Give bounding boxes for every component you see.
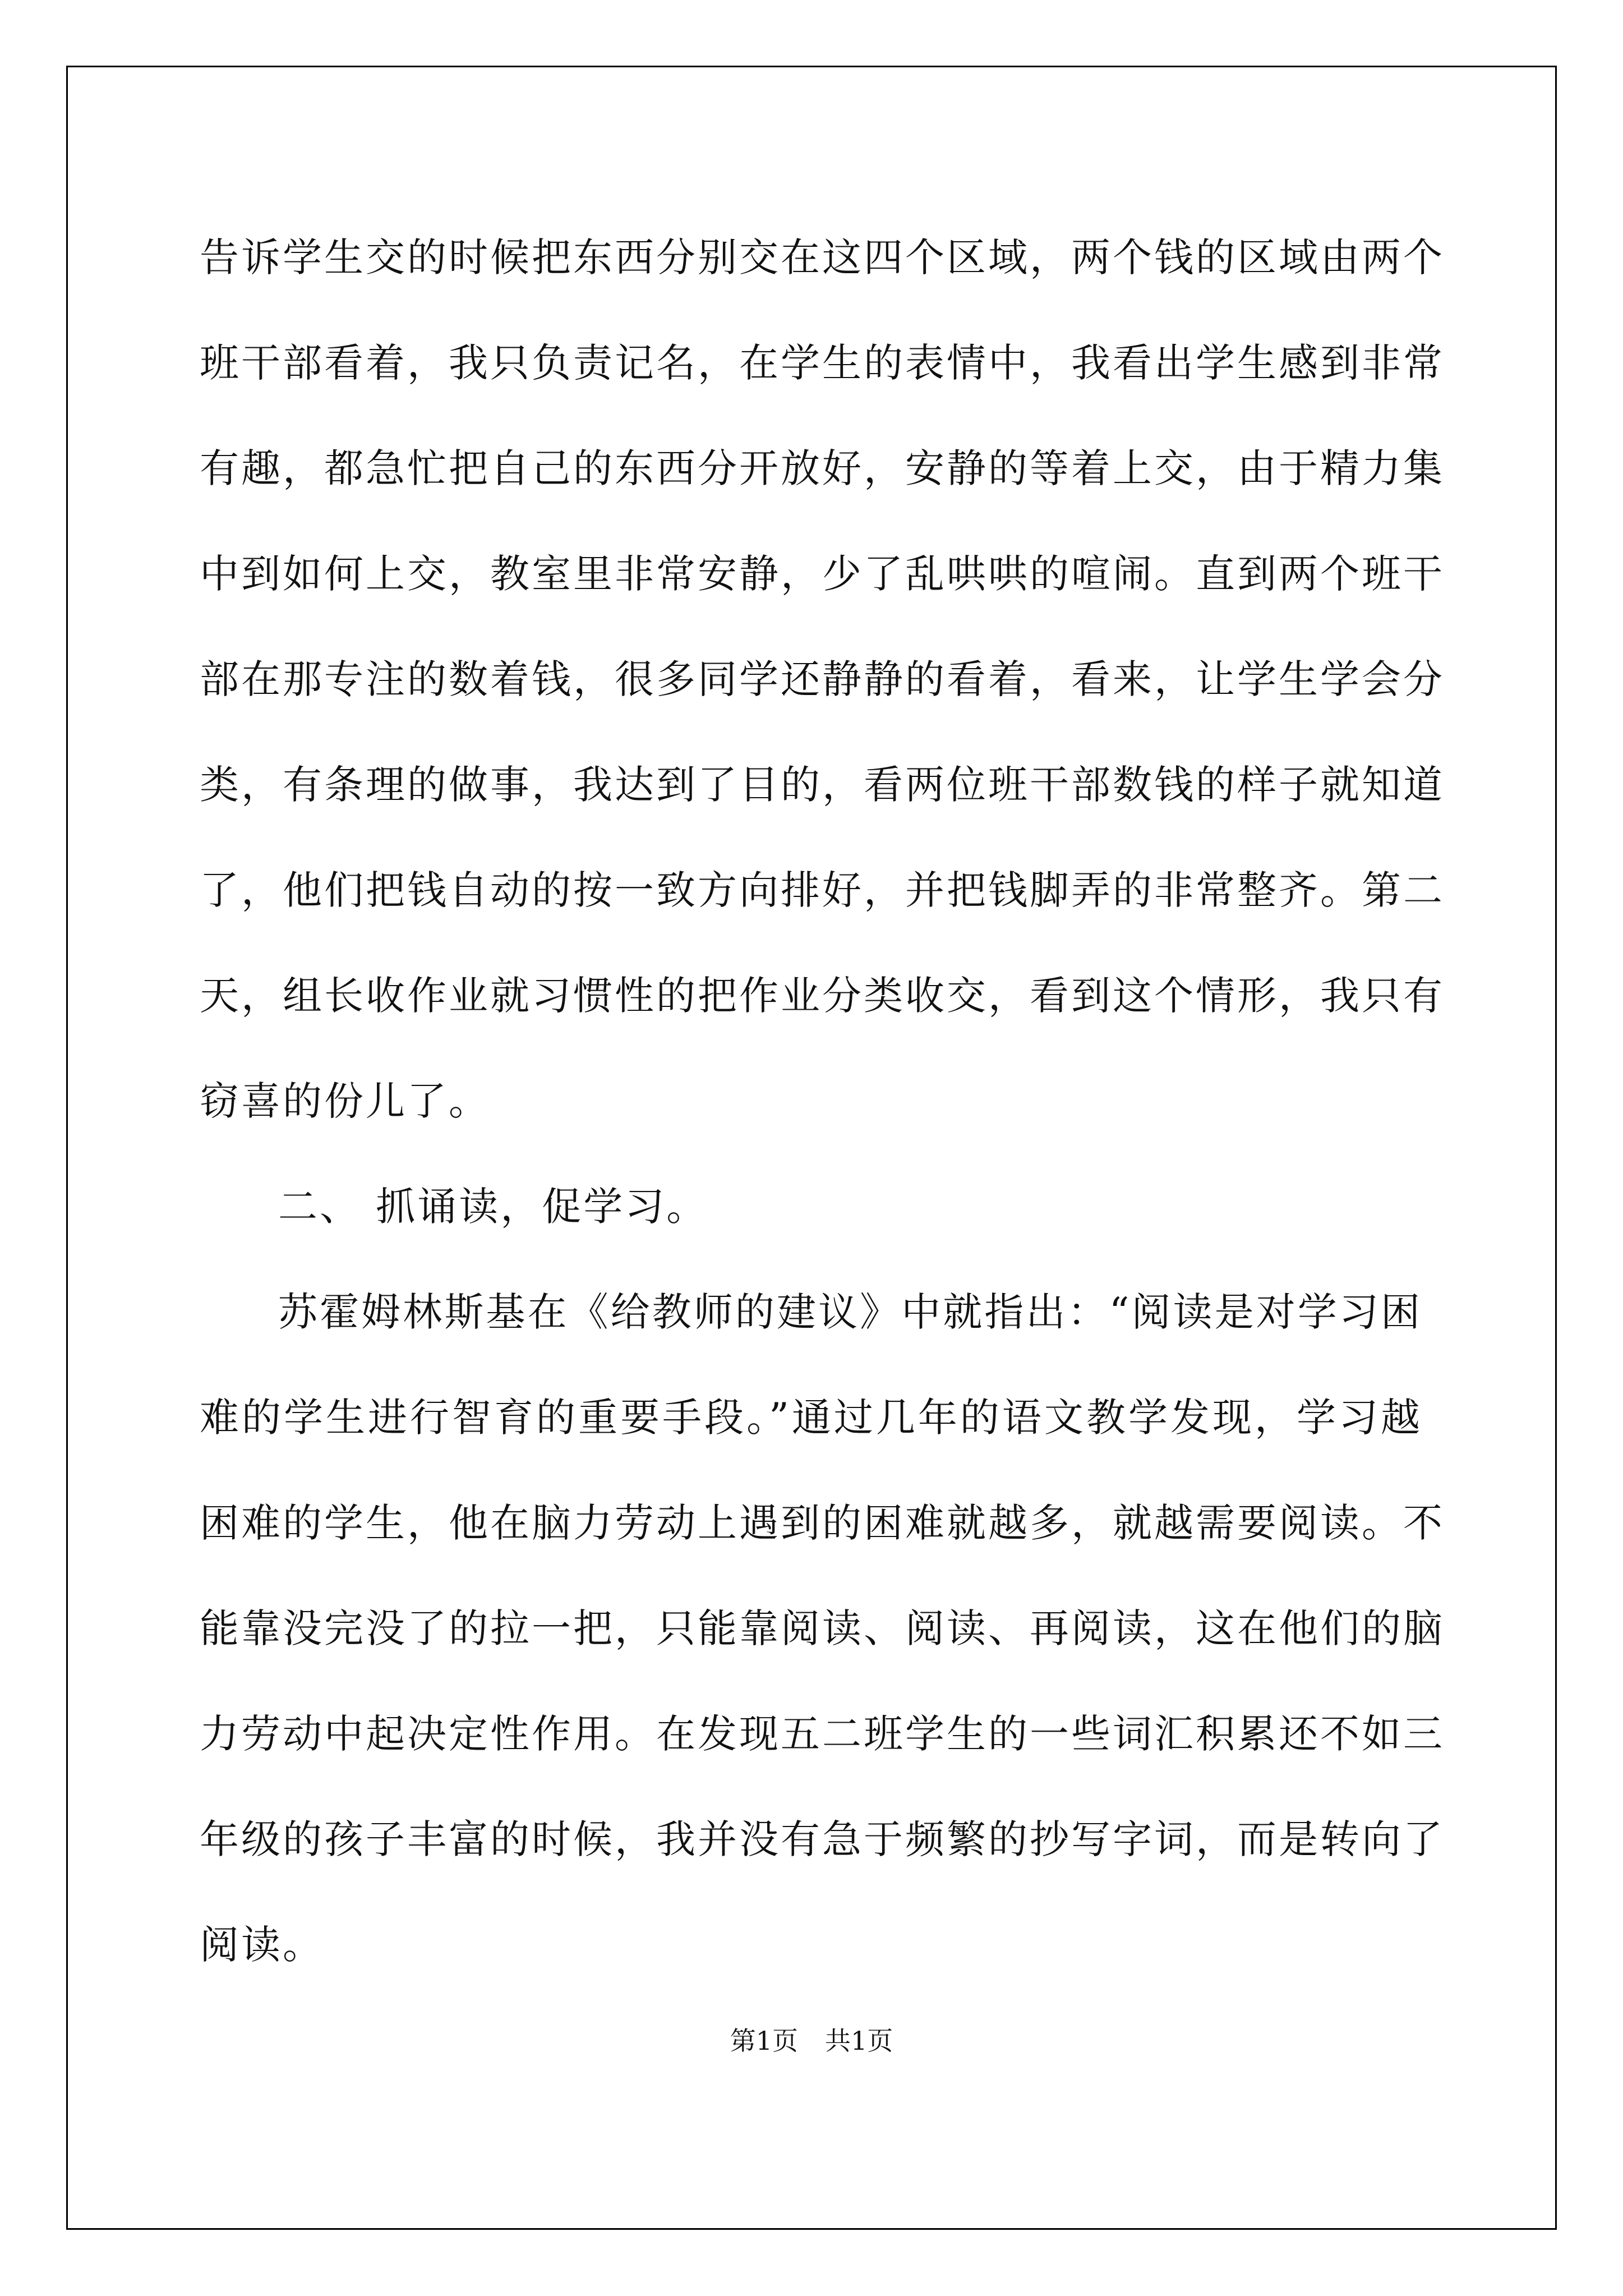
document-body bbox=[200, 205, 1445, 1998]
text-line: 力劳动中起决定性作用。在发现五二班学生的一些词汇积累还不如三 bbox=[200, 1711, 1445, 1757]
section-heading bbox=[200, 1154, 1422, 1259]
text-line: 班干部看着，我只负责记名，在学生的表情中，我看出学生感到非常 bbox=[200, 340, 1445, 386]
heading-2: 二、 抓诵读，促学习。 bbox=[278, 1184, 708, 1230]
page-footer bbox=[0, 2024, 1623, 2058]
text-line: 阅读。 bbox=[200, 1922, 324, 1968]
paragraph-1 bbox=[200, 205, 1445, 1154]
text-line: 年级的孩子丰富的时候，我并没有急于频繁的抄写字词，而是转向了 bbox=[200, 1816, 1445, 1862]
text-line: 苏霍姆林斯基在《给教师的建议》中就指出：“阅读是对学习困 bbox=[278, 1289, 1422, 1335]
text-line: 了，他们把钱自动的按一致方向排好，并把钱脚弄的非常整齐。第二 bbox=[200, 867, 1445, 913]
text-line: 难的学生进行智育的重要手段。”通过几年的语文教学发现，学习越 bbox=[200, 1395, 1422, 1441]
text-line: 困难的学生，他在脑力劳动上遇到的困难就越多，就越需要阅读。不 bbox=[200, 1500, 1445, 1546]
text-line: 能靠没完没了的拉一把，只能靠阅读、阅读、再阅读，这在他们的脑 bbox=[200, 1605, 1445, 1651]
page-number-total: 共1页 bbox=[825, 2026, 893, 2056]
text-line: 天，组长收作业就习惯性的把作业分类收交，看到这个情形，我只有 bbox=[200, 973, 1445, 1019]
paragraph-3 bbox=[200, 1259, 1445, 1998]
text-line: 部在那专注的数着钱，很多同学还静静的看着，看来，让学生学会分 bbox=[200, 656, 1445, 702]
text-line: 有趣，都急忙把自己的东西分开放好，安静的等着上交，由于精力集 bbox=[200, 445, 1445, 491]
text-line: 类，有条理的做事，我达到了目的，看两位班干部数钱的样子就知道 bbox=[200, 762, 1445, 808]
text-line: 告诉学生交的时候把东西分别交在这四个区域，两个钱的区域由两个 bbox=[200, 234, 1445, 280]
text-line: 中到如何上交，教室里非常安静，少了乱哄哄的喧闹。直到两个班干 bbox=[200, 551, 1445, 597]
page-number-current: 第1页 bbox=[730, 2026, 798, 2056]
text-line: 窃喜的份儿了。 bbox=[200, 1078, 490, 1124]
